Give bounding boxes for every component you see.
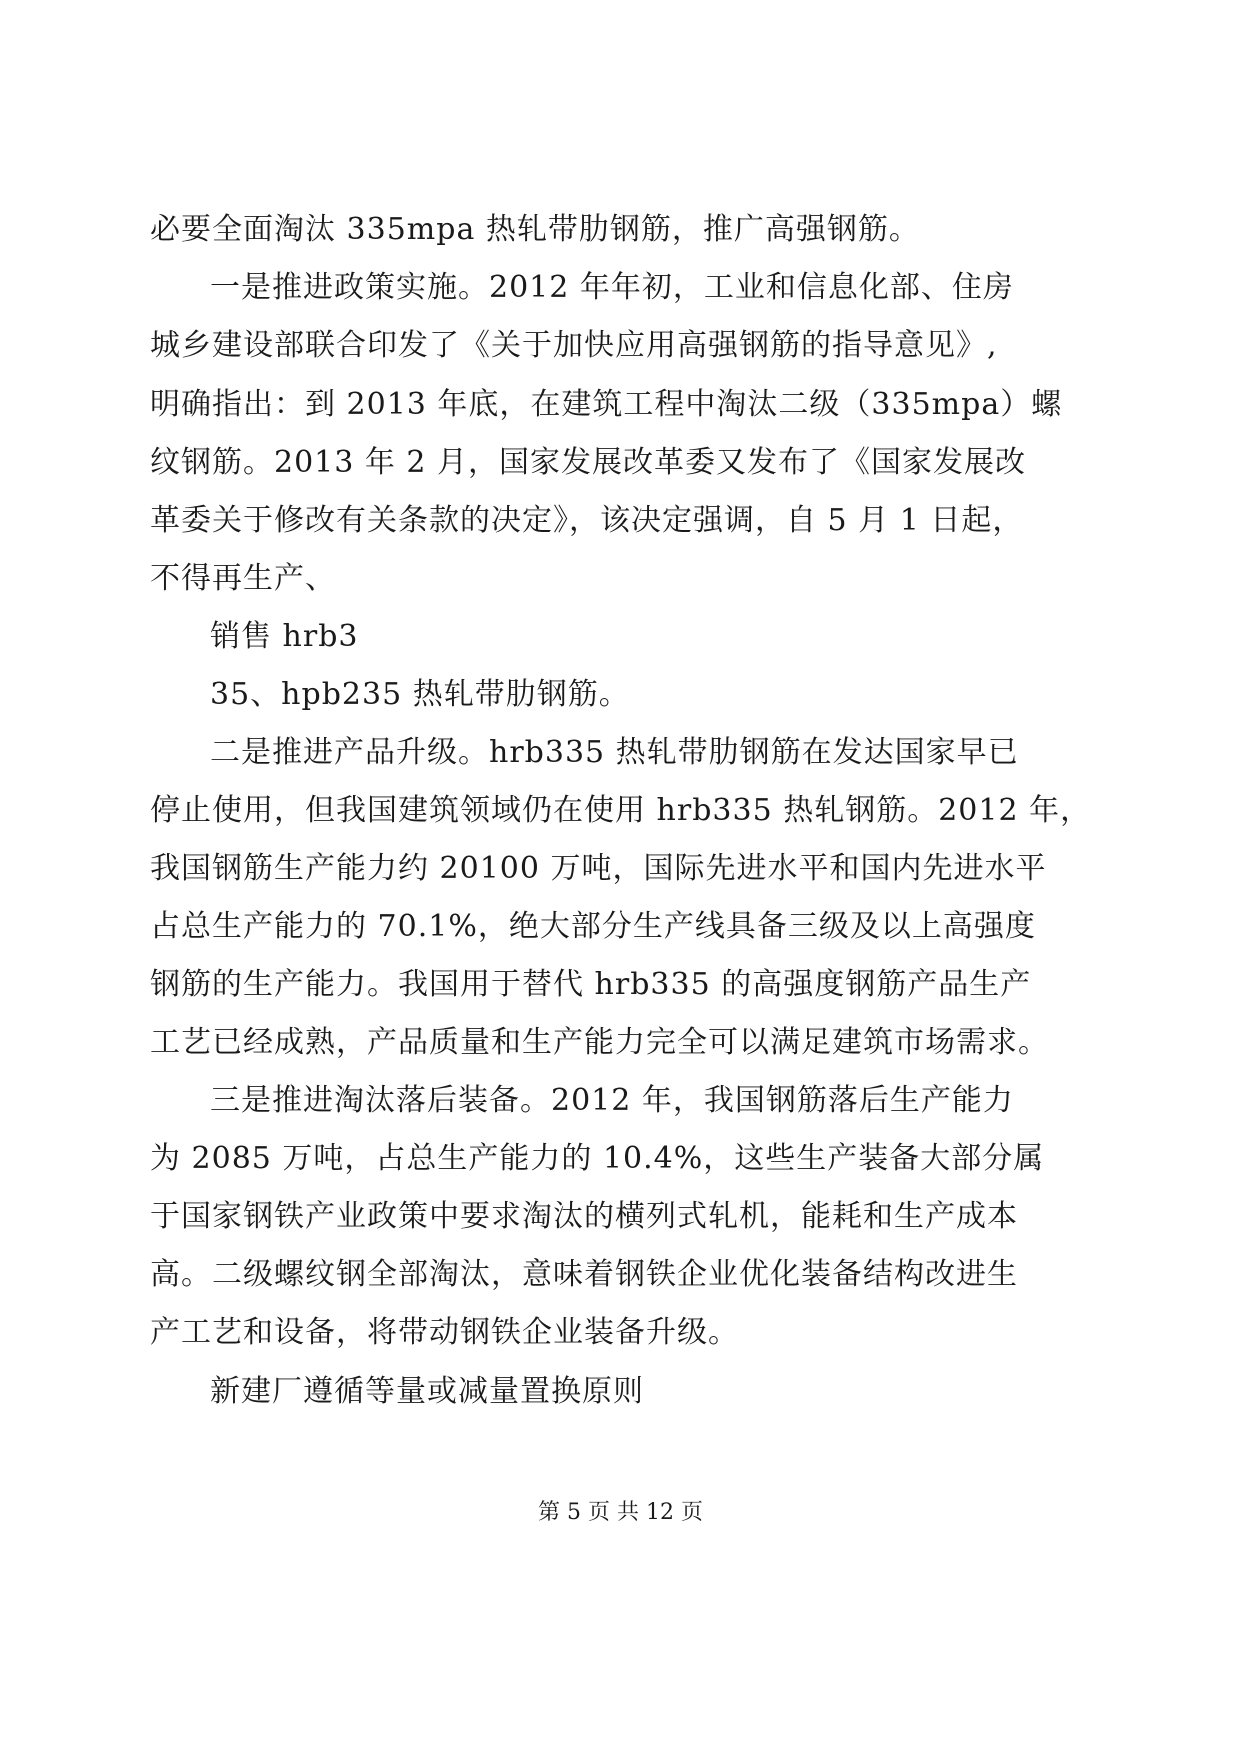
paragraph-line: 一是推进政策实施。2012 年年初，工业和信息化部、住房 (210, 270, 1014, 305)
text-line: 为 2085 万吨，占总生产能力的 10.4%，这些生产装备大部分属 (150, 1141, 1045, 1176)
text-line: 城乡建设部联合印发了《关于加快应用高强钢筋的指导意见》, (150, 328, 998, 363)
text-line: 纹钢筋。2013 年 2 月，国家发展改革委又发布了《国家发展改 (150, 445, 1027, 480)
text-line: 必要全面淘汰 335mpa 热轧带肋钢筋，推广高强钢筋。 (150, 212, 920, 247)
text-line: 革委关于修改有关条款的决定》，该决定强调，自 5 月 1 日起， (150, 503, 1024, 538)
text-line: 于国家钢铁产业政策中要求淘汰的横列式轧机，能耗和生产成本 (150, 1199, 1018, 1234)
text-line: 明确指出：到 2013 年底，在建筑工程中淘汰二级（335mpa）螺 (150, 387, 1063, 422)
paragraph-line: 三是推进淘汰落后装备。2012 年，我国钢筋落后生产能力 (210, 1083, 1014, 1118)
text-line: 钢筋的生产能力。我国用于替代 hrb335 的高强度钢筋产品生产 (150, 967, 1032, 1002)
text-line: 工艺已经成熟，产品质量和生产能力完全可以满足建筑市场需求。 (150, 1025, 1049, 1060)
paragraph-line: 35、hpb235 热轧带肋钢筋。 (210, 677, 630, 712)
paragraph-line: 销售 hrb3 (210, 619, 359, 654)
text-line: 我国钢筋生产能力约 20100 万吨，国际先进水平和国内先进水平 (150, 851, 1047, 886)
text-line: 高。二级螺纹钢全部淘汰，意味着钢铁企业优化装备结构改进生 (150, 1257, 1018, 1292)
text-line: 占总生产能力的 70.1%，绝大部分生产线具备三级及以上高强度 (150, 909, 1036, 944)
paragraph-line: 新建厂遵循等量或减量置换原则 (210, 1374, 644, 1409)
text-line: 不得再生产、 (150, 561, 336, 596)
page-number-footer: 第 5 页 共 12 页 (538, 1500, 703, 1525)
text-line: 停止使用，但我国建筑领域仍在使用 hrb335 热轧钢筋。2012 年， (150, 793, 1092, 828)
text-line: 产工艺和设备，将带动钢铁企业装备升级。 (150, 1315, 739, 1350)
paragraph-line: 二是推进产品升级。hrb335 热轧带肋钢筋在发达国家早已 (210, 735, 1019, 770)
